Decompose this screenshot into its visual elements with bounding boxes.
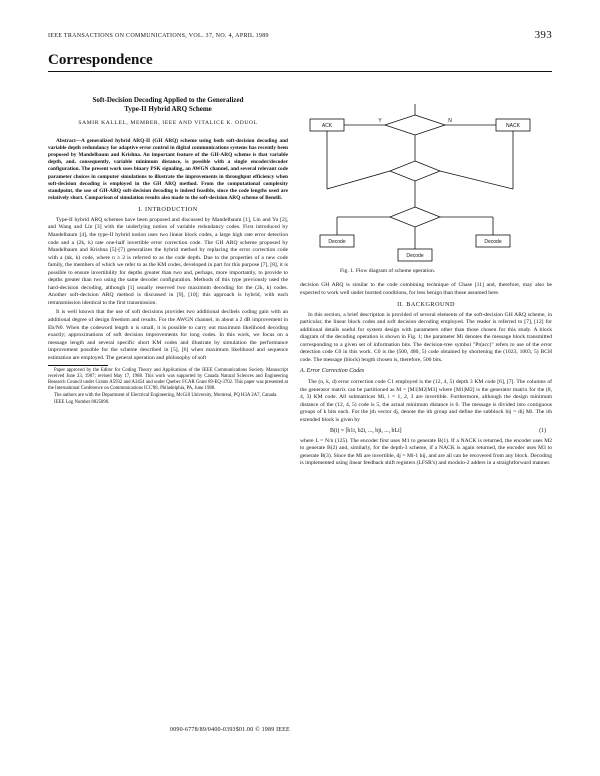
footnote-1: Paper approved by the Editor for Coding Theory and Applications of the IEEE Communications Society. Manuscript received June 23, 1987; revised May 17, 1988. This work was supported by Canada Natural Sciences and Engineering Research Council under Grants A5932 and A3454 and under Quebec FCAR Grant 89-EQ-3702. This paper was presented at the International Conference on Communications ICC'88, Philadelphia, PA, June 1988. [48, 368, 288, 392]
intro-paragraph-1: Type-II hybrid ARQ schemes have been proposed and discussed by Mandelbaum [1], Lin and Yu [2], and Wang and Lin [3] with the underlying notion of variable redundancy codes. First introduced by Mandelbaum [4], the type-II hybrid notion uses two linear block codes, a large high rate error detection code and a (2k, k) rate one-half invertible error correction code. The GH ARQ scheme proposed by Mandelbaum and Krishna [5]-[7] generalizes the hybrid method by replacing the error correction code with a (nk, k) code, where n ≥ 2 is referred to as the code depth. Due to the properties of a new code family, the members of which we refer to as the KM codes, developed in part for this purpose [7], [8], it is possible to ensure invertibility for depths greater than two and, perhaps, more importantly, to provide to depths greater than two using the same decoder configuration. Methods of this type previously used the hard-decision decoding, although [1] usually reserved two maximum decoding for the (2k, k) codes. Another soft-decision ARQ method is discussed in [9], [10]; this approach is hybrid, with each retransmission identical to the first transmission. [48, 216, 288, 306]
decision-diamond-3 [390, 207, 440, 227]
intro-heading: I. INTRODUCTION [138, 206, 198, 214]
decode-label-2: Decode [406, 253, 424, 259]
ieee-log: IEEE Log Number 8825890. [54, 400, 110, 406]
footnote-2: The authors are with the Department of Electrical Engineering, McGill University, Montreal, PQ H3A 2A7, Canada. [54, 393, 278, 399]
decision-diamond-2 [390, 161, 440, 181]
flow-diagram [300, 78, 552, 310]
journal-line: IEEE TRANSACTIONS ON COMMUNICATIONS, VOL. 37, NO. 4, APRIL 1989 [48, 33, 269, 39]
footnote-rule [48, 365, 108, 366]
nack-label: NACK [506, 123, 520, 129]
background-heading: II. BACKGROUND [397, 301, 455, 309]
no-label: N [448, 118, 452, 124]
abstract: Abstract—A generalized hybrid ARQ-II (GH ARQ) scheme using both soft-decision decoding and variable depth redundancy for adaptive error control in digital communications systems has recently been proposed by Mandelbaum and Krishna. An important feature of the GH-ARQ scheme is that variable depth, and, consequently, variable minimum distance, is possible with a single encoder/decoder configuration. The present work uses binary PSK signaling, an AWGN channel, and several relevant code parameter choices in computer simulations to illustrate the improvements in throughput efficiency when soft-decision decoding is employed in the GH ARQ method. From the computational complexity standpoint, the use of GH-ARQ soft-decision decoding is indeed feasible, since the code lengths used are relatively short. Comparison of simulation results also made to the soft-decision ARQ scheme of Benelli. [48, 137, 288, 202]
right-paragraph-4: where L = N/n (125). The encoder first uses M1 to generate B(1). If a NACK is returned, the encoder uses M2 to generate B(2) and, similarly, for the depth-3 scheme, if a NACK is again returned, the encoder uses M3 to generate B(3). Since the Mi are invertible, dj = Mi-1 bij, and are all can be recovered from any block. Decoding is implemented using linear feedback shift registers (LFSR's) and modulo-2 adders in a straightforward manner. [300, 437, 552, 467]
running-header [48, 31, 552, 43]
header-rule [48, 71, 552, 72]
equation-body: B(i) = [b1i, b2i, ..., bji, ..., bLi] [330, 428, 402, 435]
left-column [48, 96, 288, 407]
subsection-heading: A. Error Correction Codes [300, 368, 365, 375]
right-paragraph-2: In this section, a brief description is provided of several elements of the soft-decision GH ARQ scheme, in particular, the linear block codes and soft decision decoding employed. The reader is referred to [7], [12] for additional details useful for system design with parameters other than those chosen for this study. A block diagram of the decoding operation is shown in Fig. 1; the parameter Mi denotes the message block transmitted corresponding to a given set of information bits. The decision-tree symbol "Pr(acc)" refers to use of the error detection code C0 in this work. C0 is the (500, 480, 5) code obtained by shortening the (1023, 1003, 5) BCH code. The message (block) length chosen is, therefore, 500 bits. [300, 311, 552, 363]
paper-authors: SAMIR KALLEL, MEMBER, IEEE AND VITALICE K. ODUOL [78, 120, 258, 126]
right-paragraph-3: The (n, k, d) error correction code C1 employed is the (12, 4, 5) depth 3 KM code [6], [7]. The columns of the generator matrix can be partitioned as M = [M1|M2|M3] where [M1|M2] is the generator matrix for the (8, 4, 3) KM code. All submatrices Mi, i = 1, 2, 3 are invertible. Furthermore, although the design minimum distance of the (12, 4, 5) code is 5, the actual minimum distance is 6. The message is divided into contiguous groups of k bits each. For the jth vector dj, denote the ith group and define the subblock bij = dij Mi. The ith extended block is given by [300, 379, 552, 423]
decode-label-1: Decode [328, 239, 346, 245]
yes-label: Y [378, 118, 382, 124]
paper-title-line2: Type-II Hybrid ARQ Scheme [124, 105, 212, 113]
ack-label: ACK [321, 123, 333, 129]
equation-number: (1) [539, 428, 546, 435]
copyright-line: 0090-6778/89/0400-0393$01.00 © 1989 IEEE [170, 727, 290, 733]
right-column [300, 282, 552, 470]
intro-paragraph-2: It is well known that the use of soft decisions provides two additional decibels coding gain with an additional degree of design freedom and results. For the AWGN channel, in about a 2 dB improvement in Eb/N0. When the codeword length n is small, it is possible to carry out maximum likelihood decoding exactly; approximations of soft decision improvements for long codes. In this work, we focus on a message length and several specific short KM codes and illustrate by simulation the performance improvement possible for the scheme described in [5], [6] when maximum likelihood and sequence estimation are employed. The general operation and philosophy of soft [48, 309, 288, 361]
section-title: Correspondence [48, 52, 153, 68]
decode-label-3: Decode [484, 239, 502, 245]
right-paragraph-1: decision GH ARQ is similar to the code combining technique of Chase [11] and, therefore, may also be expected to work well under bursted conditions, for less benign than those assumed here. [300, 282, 552, 296]
equation-1 [300, 426, 552, 438]
footnotes [48, 368, 288, 406]
decision-diamond-1 [385, 115, 445, 135]
paper-title-line1: Soft-Decision Decoding Applied to the Generalized [92, 96, 244, 104]
page-number: 393 [534, 29, 552, 41]
figure-caption: Fig. 1. Flow diagram of scheme operation. [340, 268, 436, 274]
